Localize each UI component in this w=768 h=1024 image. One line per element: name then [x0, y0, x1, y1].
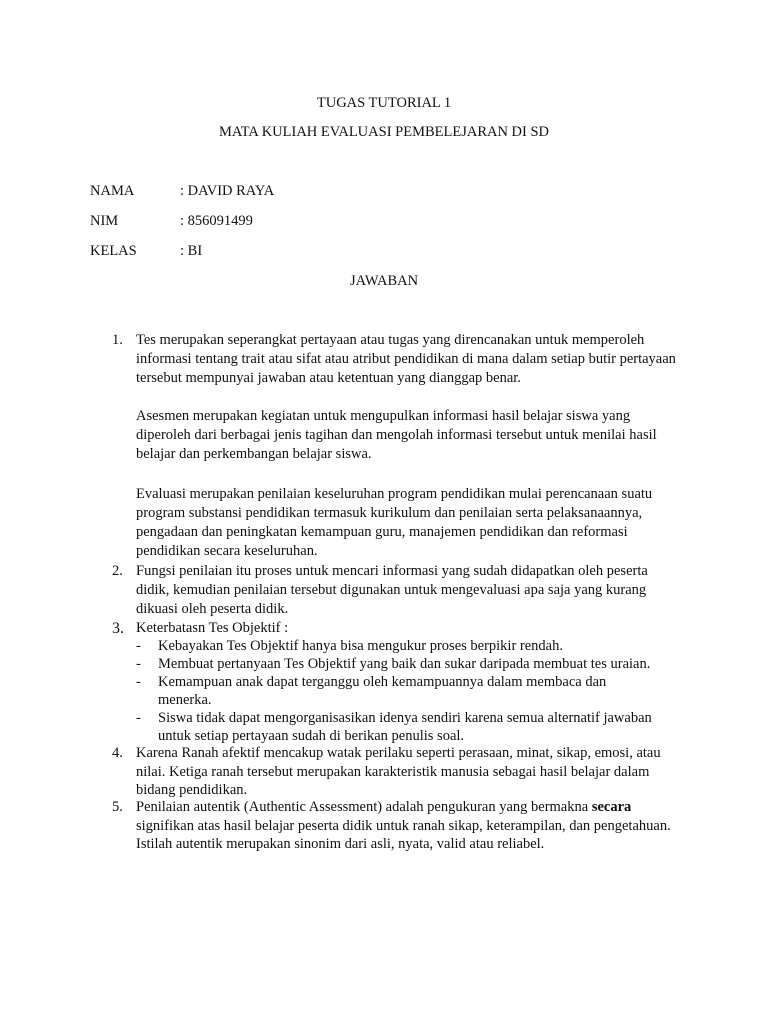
document-subtitle: MATA KULIAH EVALUASI PEMBELEJARAN DI SD: [218, 124, 550, 140]
answer-number: 3.: [112, 620, 124, 637]
answer-1-tes-paragraph: Tes merupakan seperangkat pertayaan atau tugas yang direncanakan untuk memperoleh informasi tentang trait atau sifat atau atribut pendidikan di mana dalam setiap butir pertayaan tersebut mempunyai jawaban atau ketentuan yang dianggap benar.: [136, 332, 676, 386]
class-value: : BI: [180, 243, 203, 259]
answer-number: 1.: [112, 332, 123, 348]
answer-2-text: Fungsi penilaian itu proses untuk mencari informasi yang sudah didapatkan oleh peserta didik, kemudian penilaian tersebut digunakan untuk mengevaluasi apa saja yang kurang dikuasi oleh peserta didik.: [136, 563, 648, 617]
answer-5-bold-word: secara: [591, 799, 632, 815]
name-label: NAMA: [90, 183, 135, 199]
nim-field: [90, 212, 253, 230]
bullet-dash: -: [136, 674, 141, 690]
bullet-dash: -: [136, 656, 141, 672]
bullet-dash: -: [136, 638, 141, 654]
bullet-dash: -: [136, 710, 141, 726]
answer-4-text: Karena Ranah afektif mencakup watak perilaku seperti perasaan, minat, sikap, emosi, atau nilai. Ketiga ranah tersebut merupakan karakteristik manusia sebagai hasil belajar dalam bidang pendidikan.: [136, 745, 661, 798]
answer-5-text-after: signifikan atas hasil belajar peserta didik untuk ranah sikap, keterampilan, dan pengetahuan. Istilah autentik merupakan sinonim dari asli, nyata, valid atau reliabel.: [136, 817, 671, 852]
answers-heading: JAWABAN: [349, 273, 419, 289]
list-item: Kebayakan Tes Objektif hanya bisa mengukur proses berpikir rendah.: [158, 638, 563, 654]
list-item: Siswa tidak dapat mengorganisasikan idenya sendiri karena semua alternatif jawaban untuk setiap pertayaan sudah di berikan penulis soal.: [158, 710, 652, 744]
answer-5-text-before: Penilaian autentik (Authentic Assessment) adalah pengukuran yang bermakna: [136, 799, 592, 815]
answer-1-evaluasi-paragraph: Evaluasi merupakan penilaian keseluruhan program pendidikan mulai perencanaan suatu program substansi pendidikan termasuk kurikulum dan penilaian serta pelaksanaannya, pengadaan dan peningkatan kemampuan guru, manajemen pendidikan dan reformasi pendidikan secara keseluruhan.: [136, 486, 653, 559]
name-value: : DAVID RAYA: [180, 183, 275, 199]
answer-1-asesmen-paragraph: Asesmen merupakan kegiatan untuk mengupulkan informasi hasil belajar siswa yang diperoleh dari berbagai jenis tagihan dan mengolah informasi tersebut untuk menilai hasil belajar dan perkembangan belajar siswa.: [136, 408, 657, 462]
document-title: TUGAS TUTORIAL 1: [316, 95, 452, 111]
list-item: Membuat pertanyaan Tes Objektif yang baik dan sukar daripada membuat tes uraian.: [158, 656, 651, 672]
answer-5-text: [136, 798, 681, 854]
name-field: [90, 182, 274, 200]
nim-value: : 856091499: [180, 213, 253, 229]
nim-label: NIM: [90, 213, 119, 229]
class-label: KELAS: [90, 243, 137, 259]
answer-number: 2.: [112, 563, 123, 579]
class-field: [90, 242, 202, 260]
list-item: Kemampuan anak dapat terganggu oleh kemampuannya dalam membaca dan menerka.: [158, 674, 607, 708]
answer-3-intro: Keterbatasn Tes Objektif :: [136, 620, 289, 636]
answer-number: 4.: [112, 745, 123, 761]
answer-number: 5.: [112, 799, 123, 815]
